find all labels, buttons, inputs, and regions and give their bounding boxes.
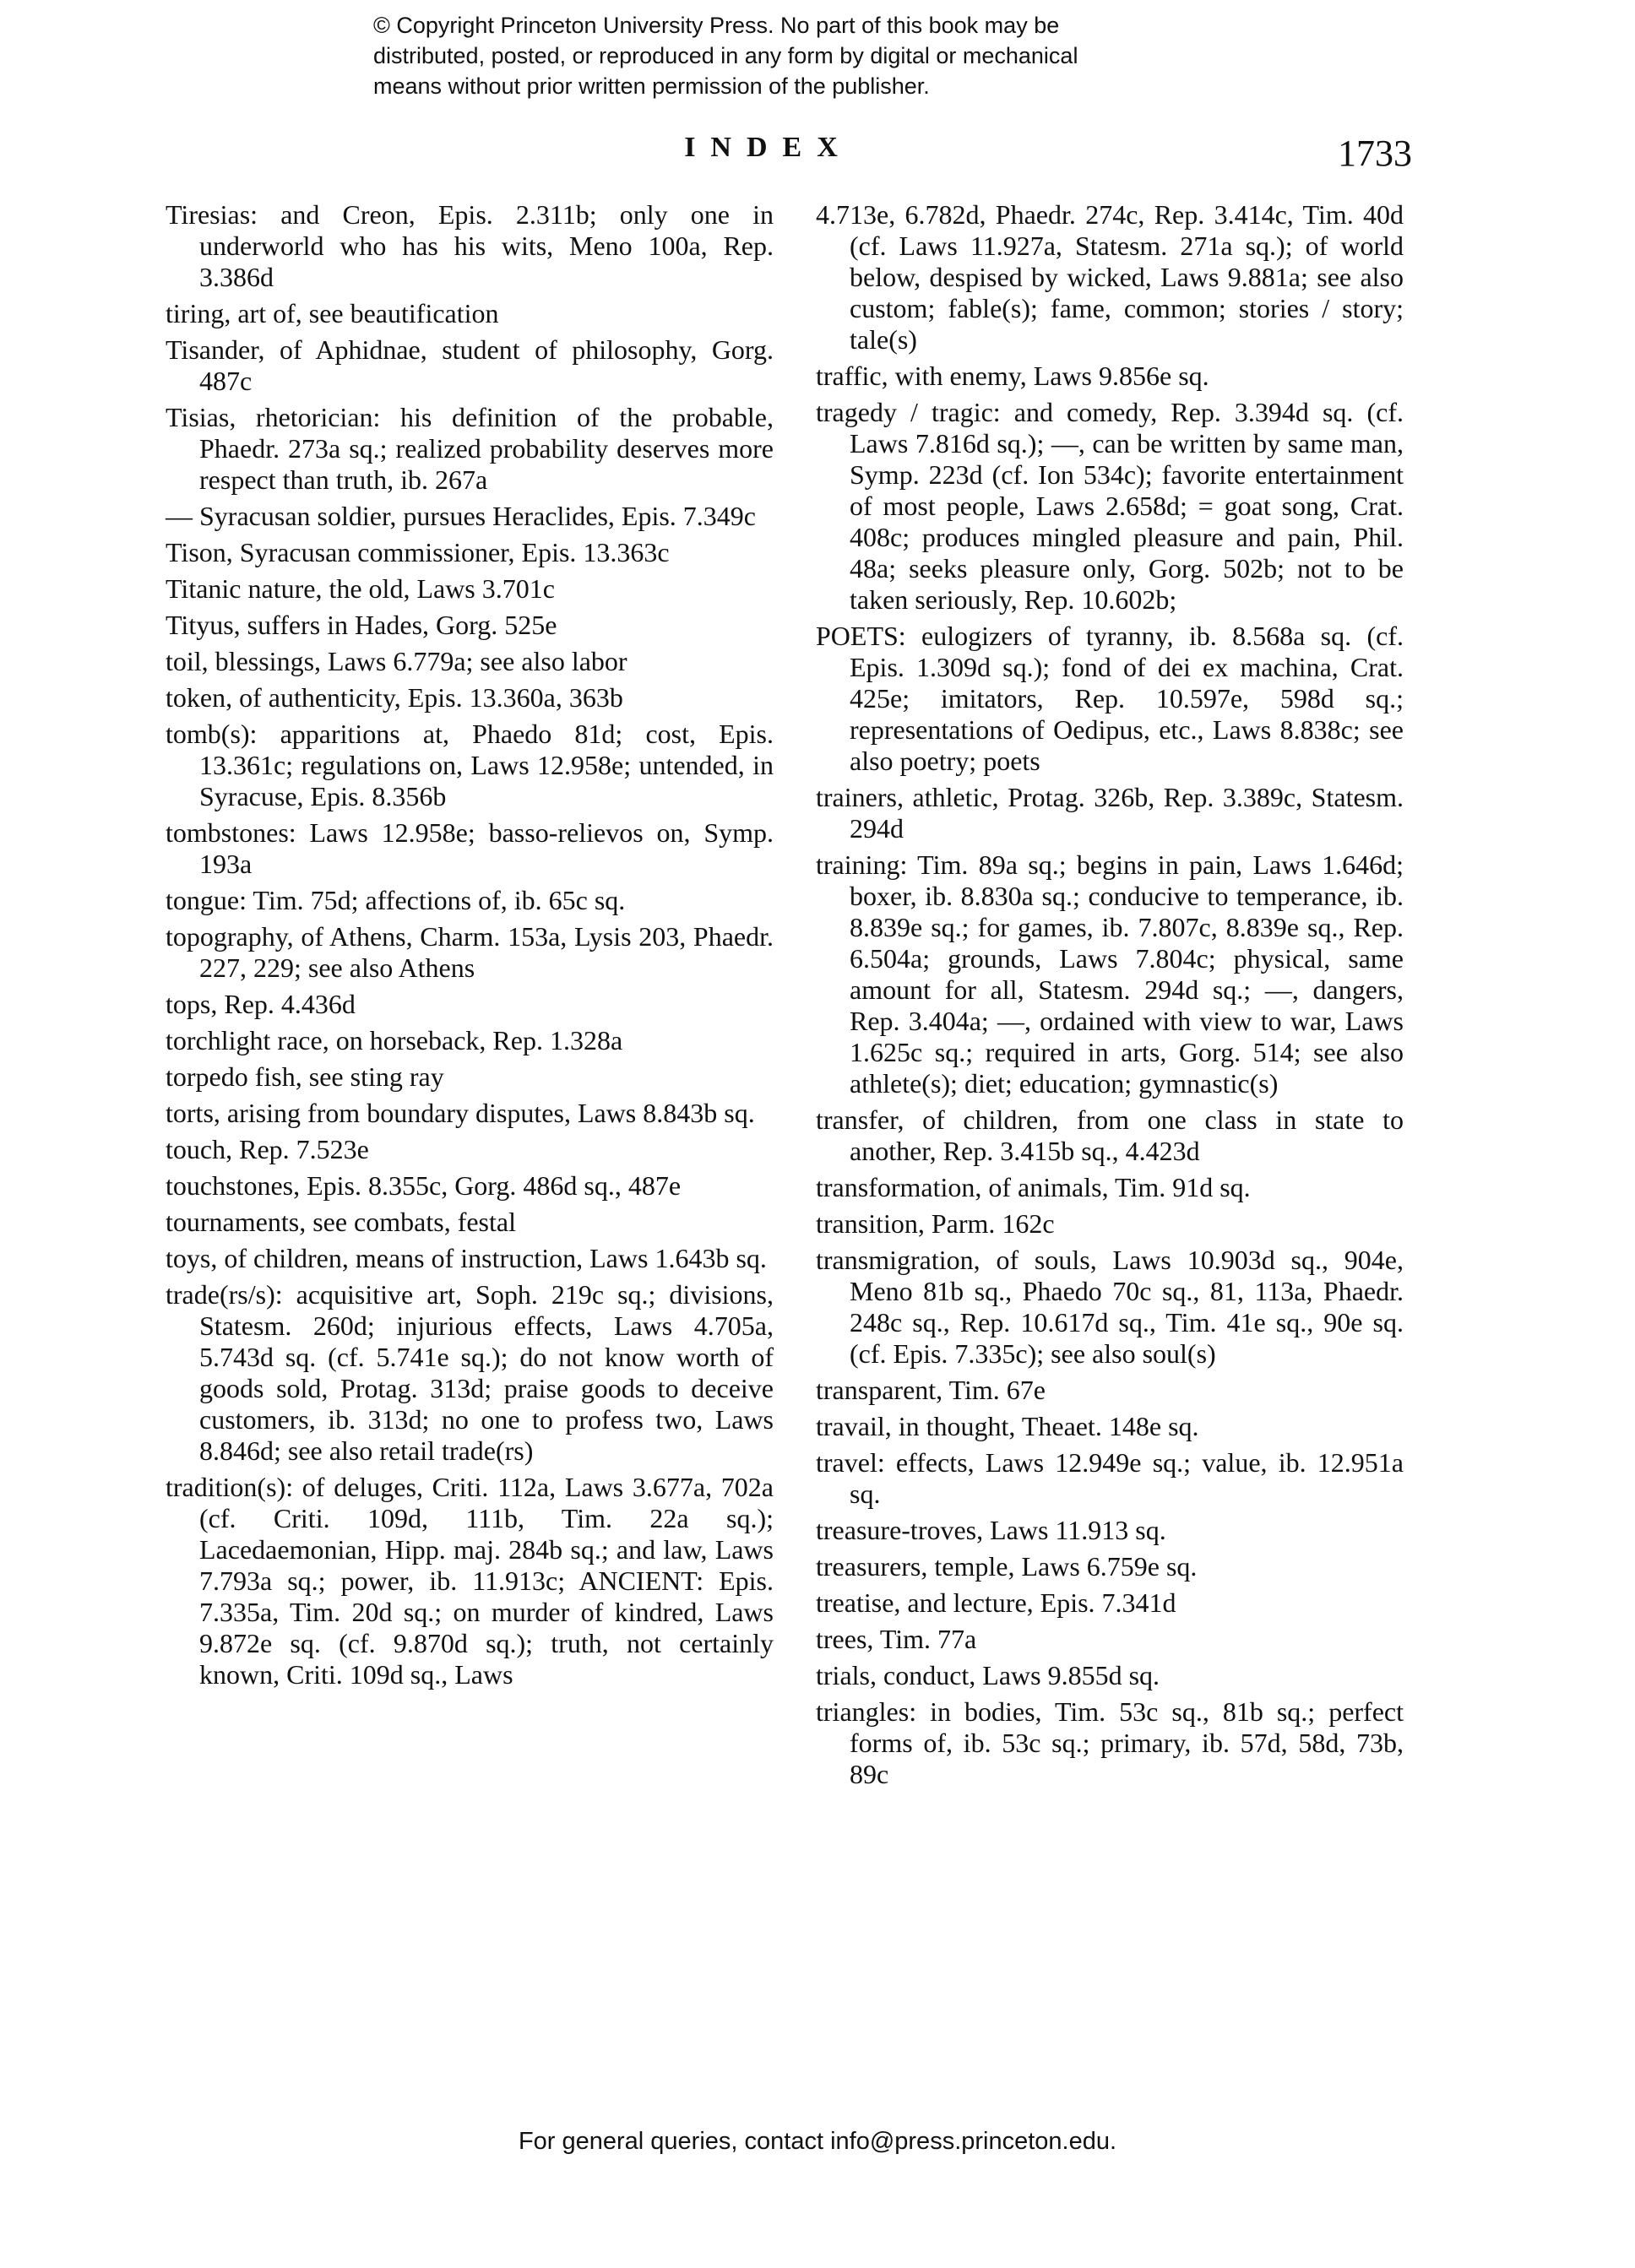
- index-entry: 4.713e, 6.782d, Phaedr. 274c, Rep. 3.414c, Tim. 40d (cf. Laws 11.927a, Statesm. 271a sq.); of world below, despised by wicked, Laws 9.881a; see also custom; fable(s); fame, common; stories / story; tale(s): [816, 199, 1404, 355]
- index-entry: trees, Tim. 77a: [816, 1624, 977, 1654]
- index-entry: Tison, Syracusan commissioner, Epis. 13.363c: [166, 537, 670, 567]
- index-entry: topography, of Athens, Charm. 153a, Lysis 203, Phaedr. 227, 229; see also Athens: [166, 921, 774, 983]
- index-entry: Tisander, of Aphidnae, student of philosophy, Gorg. 487c: [166, 334, 774, 396]
- index-entry: treasurers, temple, Laws 6.759e sq.: [816, 1551, 1198, 1582]
- index-entry: tragedy / tragic: and comedy, Rep. 3.394d sq. (cf. Laws 7.816d sq.); —, can be written by same man, Symp. 223d (cf. Ion 534c); favorite entertainment of most people, Laws 2.658d; = goat song, Crat. 408c; produces mingled pleasure and pain, Phil. 48a; seeks pleasure only, Gorg. 502b; not to be taken seriously, Rep. 10.602b;: [816, 397, 1404, 615]
- index-entry: transparent, Tim. 67e: [816, 1375, 1046, 1405]
- index-entry: Tisias, rhetorician: his definition of the probable, Phaedr. 273a sq.; realized probability deserves more respect than truth, ib. 267a: [166, 402, 774, 495]
- copyright-line: distributed, posted, or reproduced in any form by digital or mechanical: [373, 43, 1078, 68]
- index-entry: torts, arising from boundary disputes, Laws 8.843b sq.: [166, 1098, 755, 1128]
- page-title: INDEX: [684, 132, 853, 163]
- copyright-line: © Copyright Princeton University Press. No part of this book may be: [373, 13, 1060, 38]
- footer-contact: For general queries, contact info@press.princeton.edu.: [518, 2128, 1117, 2155]
- index-entry: trainers, athletic, Protag. 326b, Rep. 3.389c, Statesm. 294d: [816, 782, 1404, 844]
- index-entry: — Syracusan soldier, pursues Heraclides, Epis. 7.349c: [166, 501, 756, 531]
- index-entry: tombstones: Laws 12.958e; basso-relievos on, Symp. 193a: [166, 817, 774, 879]
- index-entry: Tiresias: and Creon, Epis. 2.311b; only one in underworld who has his wits, Meno 100a, Rep. 3.386d: [166, 199, 774, 292]
- index-entry: Tityus, suffers in Hades, Gorg. 525e: [166, 610, 557, 640]
- index-entry: triangles: in bodies, Tim. 53c sq., 81b sq.; perfect forms of, ib. 53c sq.; primary, ib. 57d, 58d, 73b, 89c: [816, 1696, 1404, 1789]
- copyright-line: means without prior written permission of the publisher.: [373, 73, 930, 99]
- index-entry: torchlight race, on horseback, Rep. 1.328a: [166, 1025, 623, 1055]
- index-entry: training: Tim. 89a sq.; begins in pain, Laws 1.646d; boxer, ib. 8.830a sq.; conducive to temperance, ib. 8.839e sq.; for games, ib. 7.807c, 8.839e sq., Rep. 6.504a; grounds, Laws 7.804c; physical, same amount for all, Statesm. 294d sq.; —, dangers, Rep. 3.404a; —, ordained with view to war, Laws 1.625c sq.; required in arts, Gorg. 514; see also athlete(s); diet; education; gymnastic(s): [816, 849, 1404, 1099]
- index-entry: tomb(s): apparitions at, Phaedo 81d; cost, Epis. 13.361c; regulations on, Laws 12.958e; untended, in Syracuse, Epis. 8.356b: [166, 719, 774, 811]
- index-entry: touchstones, Epis. 8.355c, Gorg. 486d sq., 487e: [166, 1170, 682, 1201]
- index-entry: torpedo fish, see sting ray: [166, 1061, 444, 1092]
- index-entry: tiring, art of, see beautification: [166, 298, 499, 328]
- index-entry: tops, Rep. 4.436d: [166, 989, 356, 1019]
- index-column-left: [166, 199, 774, 1696]
- index-entry: transition, Parm. 162c: [816, 1208, 1055, 1239]
- index-entry: treasure-troves, Laws 11.913 sq.: [816, 1515, 1166, 1545]
- index-entry: transfer, of children, from one class in state to another, Rep. 3.415b sq., 4.423d: [816, 1104, 1404, 1166]
- index-entry: trade(rs/s): acquisitive art, Soph. 219c sq.; divisions, Statesm. 260d; injurious effects, Laws 4.705a, 5.743d sq. (cf. 5.741e sq.); do not know worth of goods sold, Protag. 313d; praise goods to deceive customers, ib. 313d; no one to profess two, Laws 8.846d; see also retail trade(rs): [166, 1279, 774, 1466]
- index-column-right: [816, 199, 1404, 1795]
- index-entry: touch, Rep. 7.523e: [166, 1134, 369, 1164]
- index-entry: POETS: eulogizers of tyranny, ib. 8.568a sq. (cf. Epis. 1.309d sq.); fond of dei ex machina, Crat. 425e; imitators, Rep. 10.597e, 598d sq.; representations of Oedipus, etc., Laws 8.838c; see also poetry; poets: [816, 621, 1404, 776]
- index-entry: trials, conduct, Laws 9.855d sq.: [816, 1660, 1160, 1690]
- index-entry: toys, of children, means of instruction, Laws 1.643b sq.: [166, 1243, 767, 1273]
- index-entry: tradition(s): of deluges, Criti. 112a, Laws 3.677a, 702a (cf. Criti. 109d, 111b, Tim. 22a sq.); Lacedaemonian, Hipp. maj. 284b sq.; and law, Laws 7.793a sq.; power, ib. 11.913c; ANCIENT: Epis. 7.335a, Tim. 20d sq.; on murder of kindred, Laws 9.872e sq. (cf. 9.870d sq.); truth, not certainly known, Criti. 109d sq., Laws: [166, 1472, 774, 1690]
- index-entry: travail, in thought, Theaet. 148e sq.: [816, 1411, 1199, 1441]
- page-number: 1733: [1338, 133, 1412, 174]
- index-entry: toil, blessings, Laws 6.779a; see also labor: [166, 646, 627, 676]
- index-entry: tournaments, see combats, festal: [166, 1207, 516, 1237]
- index-entry: token, of authenticity, Epis. 13.360a, 363b: [166, 682, 623, 713]
- index-entry: traffic, with enemy, Laws 9.856e sq.: [816, 361, 1209, 391]
- index-entry: tongue: Tim. 75d; affections of, ib. 65c sq.: [166, 885, 626, 915]
- index-entry: treatise, and lecture, Epis. 7.341d: [816, 1587, 1176, 1618]
- index-entry: travel: effects, Laws 12.949e sq.; value, ib. 12.951a sq.: [816, 1447, 1404, 1509]
- index-entry: Titanic nature, the old, Laws 3.701c: [166, 573, 555, 604]
- index-entry: transformation, of animals, Tim. 91d sq.: [816, 1172, 1251, 1202]
- copyright-notice: [373, 10, 1218, 101]
- index-entry: transmigration, of souls, Laws 10.903d sq., 904e, Meno 81b sq., Phaedo 70c sq., 81, 113a, Phaedr. 248c sq., Rep. 10.617d sq., Tim. 41e sq., 90e sq. (cf. Epis. 7.335c); see also soul(s): [816, 1245, 1404, 1369]
